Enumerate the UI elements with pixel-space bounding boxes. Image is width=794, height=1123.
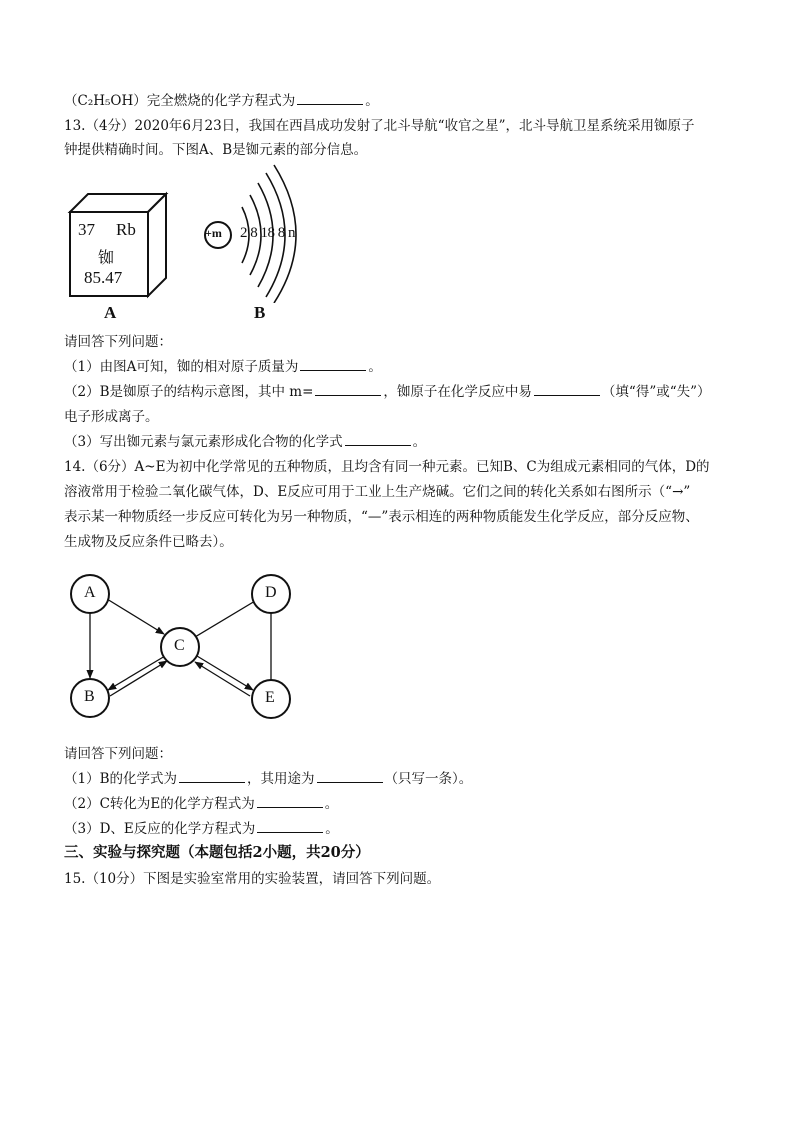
node-e: E bbox=[265, 689, 275, 706]
q13-s2-c: （填“得”或“失”） bbox=[601, 384, 711, 400]
q13-s3-text: （3）写出铷元素与氯元素形成化合物的化学式 bbox=[64, 434, 343, 450]
element-name: 铷 bbox=[98, 248, 115, 267]
q13-s3 bbox=[64, 433, 426, 451]
q13-s1-text: （1）由图A可知，铷的相对原子质量为 bbox=[64, 359, 299, 375]
answer-blank[interactable] bbox=[300, 358, 366, 371]
node-b: B bbox=[84, 688, 95, 705]
q13-s1-end: 。 bbox=[368, 359, 382, 375]
answer-blank[interactable] bbox=[179, 770, 245, 783]
q12-tail-text: （C₂H₅OH）完全燃烧的化学方程式为 bbox=[64, 93, 296, 109]
caption-a: A bbox=[104, 303, 117, 322]
q13-line2: 钟提供精确时间。下图A、B是铷元素的部分信息。 bbox=[64, 142, 368, 158]
q14-s1-b: ，其用途为 bbox=[247, 771, 315, 787]
answer-blank[interactable] bbox=[317, 770, 383, 783]
relation-diagram bbox=[60, 565, 300, 730]
answer-blank[interactable] bbox=[315, 383, 381, 396]
q14-s3 bbox=[64, 820, 339, 838]
q14-s1-c: （只写一条）。 bbox=[384, 771, 473, 787]
q13-s1 bbox=[64, 358, 382, 376]
q13-prompt: 请回答下列问题： bbox=[64, 334, 172, 350]
q14-s3-text: （3）D、E反应的化学方程式为 bbox=[64, 821, 256, 837]
q13-s2-b: ，铷原子在化学反应中易 bbox=[383, 384, 532, 400]
electron-shells: 2 8 18 8 n bbox=[240, 225, 295, 241]
q13-s2-line2: 电子形成离子。 bbox=[64, 409, 159, 425]
q14-line3: 表示某一种物质经一步反应可转化为另一种物质，“—”表示相连的两种物质能发生化学反应，部分反应物、 bbox=[64, 509, 699, 525]
q13-s2 bbox=[64, 383, 711, 401]
q14-s2 bbox=[64, 795, 338, 813]
element-symbol: Rb bbox=[116, 220, 136, 239]
element-cube-figure bbox=[64, 190, 174, 302]
atomic-number: 37 bbox=[78, 220, 95, 239]
q13-s2-a: （2）B是铷原子的结构示意图，其中 m= bbox=[64, 384, 314, 400]
q14-s1 bbox=[64, 770, 472, 788]
q14-s3-end: 。 bbox=[325, 821, 339, 837]
q13-s3-end: 。 bbox=[412, 434, 427, 450]
nucleus-charge: +m bbox=[205, 226, 222, 240]
node-c: C bbox=[174, 637, 185, 654]
q14-line2: 溶液常用于检验二氧化碳气体，D、E反应可用于工业上生产烧碱。它们之间的转化关系如右图所示（“→” bbox=[64, 484, 691, 500]
node-a: A bbox=[84, 584, 96, 601]
q14-line4: 生成物及反应条件已略去）。 bbox=[64, 534, 233, 550]
answer-blank[interactable] bbox=[257, 795, 323, 808]
node-d: D bbox=[265, 584, 277, 601]
atomic-mass: 85.47 bbox=[84, 268, 123, 287]
caption-b: B bbox=[254, 303, 266, 322]
q12-tail-line bbox=[64, 92, 379, 110]
q14-line1: 14.（6分）A~E为初中化学常见的五种物质，且均含有同一种元素。已知B、C为组成元素相同的气体，D的 bbox=[64, 459, 710, 475]
atom-structure-figure bbox=[196, 163, 316, 303]
section-heading: 三、实验与探究题（本题包括2小题，共20分） bbox=[64, 844, 370, 861]
q14-s1-a: （1）B的化学式为 bbox=[64, 771, 178, 787]
answer-blank[interactable] bbox=[257, 820, 323, 833]
q15-line: 15.（10分）下图是实验室常用的实验装置，请回答下列问题。 bbox=[64, 871, 441, 887]
answer-blank[interactable] bbox=[297, 92, 363, 105]
q14-prompt: 请回答下列问题： bbox=[64, 746, 172, 762]
q12-tail-end: 。 bbox=[365, 93, 379, 109]
q14-s2-end: 。 bbox=[324, 796, 339, 812]
answer-blank[interactable] bbox=[345, 433, 411, 446]
answer-blank[interactable] bbox=[534, 383, 600, 396]
q14-s2-text: （2）C转化为E的化学方程式为 bbox=[64, 796, 255, 812]
q13-line1: 13.（4分）2020年6月23日，我国在西昌成功发射了北斗导航“收官之星”，北斗导航卫星系统采用铷原子 bbox=[64, 118, 695, 134]
